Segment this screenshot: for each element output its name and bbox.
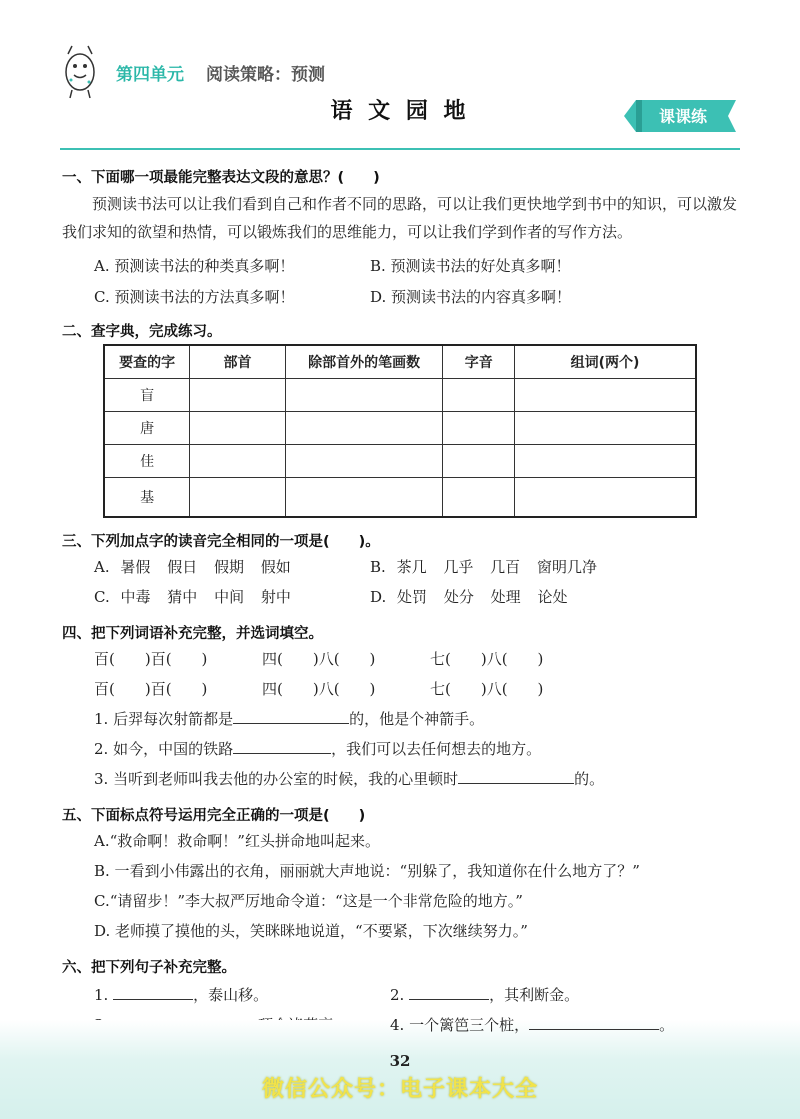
table-cell-blank[interactable] xyxy=(443,478,515,518)
word: 几乎 xyxy=(443,558,474,576)
sentence-text: ，泰山移。 xyxy=(193,986,269,1004)
q5-option-b: B. 一看到小伟露出的衣角，丽丽就大声地说：“别躲了，我知道你在什么地方了？” xyxy=(94,862,640,880)
option-letter: D. xyxy=(370,588,387,606)
word: 论处 xyxy=(537,588,568,606)
q1-option-a: A. 预测读书法的种类真多啊！ xyxy=(94,257,295,275)
q6-item-1 xyxy=(94,984,268,1005)
q1-option-c: C. 预测读书法的方法真多啊！ xyxy=(94,288,295,306)
option-letter: C. xyxy=(94,588,110,606)
sentence-text: 的。 xyxy=(574,770,605,788)
word: 假期 xyxy=(213,558,244,576)
q5-option-d: D. 老师摸了摸他的头，笑眯眯地说道，“不要紧，下次继续努力。” xyxy=(94,922,528,940)
table-cell-blank[interactable] xyxy=(285,379,442,412)
table-cell-blank[interactable] xyxy=(443,379,515,412)
q4-sentence-1 xyxy=(94,708,484,729)
q4-idiom-6: 七( )八( ) xyxy=(430,680,544,698)
q6-heading: 六、把下列句子补充完整。 xyxy=(62,960,236,976)
q3-option-b xyxy=(370,556,597,577)
q3-option-d xyxy=(370,586,567,607)
q5-option-a: A.“救命啊！救命啊！”红头拼命地叫起来。 xyxy=(94,832,380,850)
item-number: 2. xyxy=(390,986,405,1004)
q5-option-c: C.“请留步！”李大叔严厉地命令道：“这是一个非常危险的地方。” xyxy=(94,892,523,910)
table-header: 部首 xyxy=(190,345,286,379)
word: 假如 xyxy=(260,558,291,576)
fill-blank[interactable] xyxy=(458,769,574,784)
table-cell-char: 基 xyxy=(104,478,190,518)
q1-heading: 一、下面哪一项最能完整表达文段的意思？( ) xyxy=(62,170,380,186)
q1-option-b: B. 预测读书法的好处真多啊！ xyxy=(370,257,571,275)
q3-option-a xyxy=(94,556,291,577)
table-cell-char: 唐 xyxy=(104,412,190,445)
option-letter: A. xyxy=(94,558,110,576)
q6-item-2 xyxy=(390,984,579,1005)
badge-label: 课课练 xyxy=(658,107,707,126)
fill-blank[interactable] xyxy=(529,1015,659,1030)
word: 窗明几净 xyxy=(536,558,597,576)
word: 中间 xyxy=(214,588,245,606)
q4-idiom-4: 百( )百( ) xyxy=(94,680,208,698)
table-cell-blank[interactable] xyxy=(285,445,442,478)
header-divider xyxy=(60,148,740,150)
q4-idiom-1: 百( )百( ) xyxy=(94,650,208,668)
table-cell-blank[interactable] xyxy=(515,445,696,478)
q4-idiom-3: 七( )八( ) xyxy=(430,650,544,668)
word: 猜中 xyxy=(167,588,198,606)
table-header-row xyxy=(104,345,696,379)
fill-blank[interactable] xyxy=(233,739,331,754)
table-cell-blank[interactable] xyxy=(285,478,442,518)
dictionary-table xyxy=(103,344,697,518)
table-cell-char: 盲 xyxy=(104,379,190,412)
q2-heading: 二、查字典，完成练习。 xyxy=(62,324,222,340)
page-title: 语 文 园 地 xyxy=(330,98,470,124)
table-cell-blank[interactable] xyxy=(443,412,515,445)
word: 几百 xyxy=(490,558,521,576)
unit-label xyxy=(116,60,325,85)
sentence-text: 1. 后羿每次射箭都是 xyxy=(94,710,234,728)
sentence-text: ，其利断金。 xyxy=(489,986,580,1004)
q4-heading: 四、把下列词语补充完整，并选词填空。 xyxy=(62,626,323,642)
sentence-text: 3. 当听到老师叫我去他的办公室的时候，我的心里顿时 xyxy=(94,770,459,788)
word: 中毒 xyxy=(120,588,151,606)
q3-option-c xyxy=(94,586,291,607)
table-header: 字音 xyxy=(443,345,515,379)
table-header: 除部首外的笔画数 xyxy=(285,345,442,379)
table-row xyxy=(104,445,696,478)
q4-sentence-3 xyxy=(94,768,604,789)
table-cell-blank[interactable] xyxy=(190,478,286,518)
fill-blank[interactable] xyxy=(233,709,349,724)
page-number: 32 xyxy=(389,1052,411,1070)
table-cell-blank[interactable] xyxy=(515,379,696,412)
table-header: 要查的字 xyxy=(104,345,190,379)
q6-item-4 xyxy=(390,1014,674,1035)
table-cell-blank[interactable] xyxy=(515,412,696,445)
word: 暑假 xyxy=(120,558,151,576)
sentence-text: 的，他是个神箭手。 xyxy=(349,710,485,728)
table-cell-blank[interactable] xyxy=(443,445,515,478)
table-cell-char: 佳 xyxy=(104,445,190,478)
sentence-text: 4. 一个篱笆三个桩， xyxy=(390,1016,530,1034)
table-row xyxy=(104,379,696,412)
table-header: 组词(两个) xyxy=(515,345,696,379)
fill-blank[interactable] xyxy=(113,985,193,1000)
q1-option-d: D. 预测读书法的内容真多啊！ xyxy=(370,288,572,306)
sentence-text: 2. 如今，中国的铁路 xyxy=(94,740,234,758)
word: 处分 xyxy=(443,588,474,606)
q3-heading: 三、下列加点字的读音完全相同的一项是( )。 xyxy=(62,534,380,550)
word: 射中 xyxy=(260,588,291,606)
word: 茶几 xyxy=(396,558,427,576)
item-number: 1. xyxy=(94,986,109,1004)
table-cell-blank[interactable] xyxy=(190,412,286,445)
word: 处理 xyxy=(490,588,521,606)
q1-passage: 预测读书法可以让我们看到自己和作者不同的思路，可以让我们更快地学到书中的知识，可以激发我们求知的欲望和热情，可以锻炼我们的思维能力，可以让我们学到作者的写作方法。 xyxy=(62,195,738,241)
q4-idiom-2: 四( )八( ) xyxy=(262,650,376,668)
table-cell-blank[interactable] xyxy=(190,379,286,412)
q4-idiom-5: 四( )八( ) xyxy=(262,680,376,698)
sentence-text: ，我们可以去任何想去的地方。 xyxy=(331,740,542,758)
sentence-text: 。 xyxy=(659,1016,675,1034)
option-letter: B. xyxy=(370,558,386,576)
unit-strategy: 阅读策略：预测 xyxy=(206,65,325,85)
table-row xyxy=(104,478,696,518)
word: 假日 xyxy=(167,558,198,576)
mascot-icon xyxy=(58,42,102,100)
table-row xyxy=(104,412,696,445)
word: 处罚 xyxy=(397,588,428,606)
q4-sentence-2 xyxy=(94,738,541,759)
table-cell-blank[interactable] xyxy=(190,445,286,478)
q5-heading: 五、下面标点符号运用完全正确的一项是( ) xyxy=(62,808,366,824)
fill-blank[interactable] xyxy=(409,985,489,1000)
unit-number: 第四单元 xyxy=(116,65,184,85)
table-cell-blank[interactable] xyxy=(285,412,442,445)
wechat-watermark: 微信公众号：电子课本大全 xyxy=(261,1077,538,1102)
table-cell-blank[interactable] xyxy=(515,478,696,518)
